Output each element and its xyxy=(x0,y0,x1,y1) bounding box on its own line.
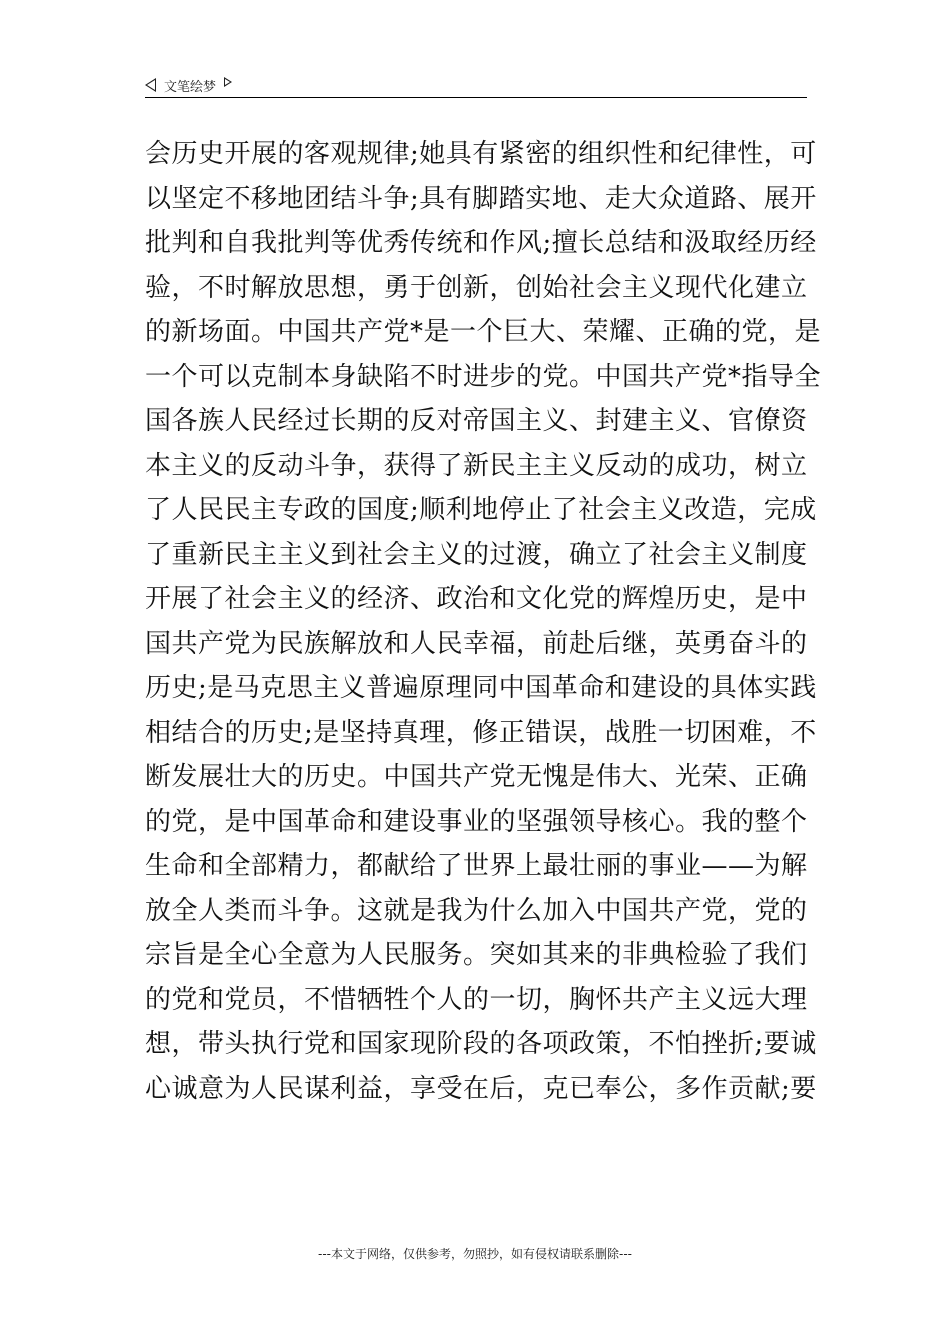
text-line xyxy=(145,978,807,1023)
text-line-content: 的党和党员，不惜牺牲个人的一切，胸怀共产主义远大理 xyxy=(145,984,808,1015)
text-line xyxy=(145,1067,817,1112)
text-line-content: 的党，是中国革命和建设事业的坚强领导核心。我的整个 xyxy=(145,806,808,837)
text-line xyxy=(145,844,807,889)
text-line xyxy=(145,755,807,800)
text-line xyxy=(145,577,807,622)
text-line-content: 国各族人民经过长期的反对帝国主义、封建主义、官僚资 xyxy=(145,406,808,436)
text-line xyxy=(145,399,807,444)
text-line xyxy=(145,488,817,533)
text-line-content: 会历史开展的客观规律;她具有紧密的组织性和纪律性，可 xyxy=(145,139,817,169)
text-line xyxy=(145,711,817,756)
text-line xyxy=(145,266,807,311)
text-line xyxy=(145,444,807,489)
text-line-content: 断发展壮大的历史。中国共产党无愧是伟大、光荣、正确 xyxy=(145,762,808,792)
header-divider xyxy=(145,97,807,98)
text-line xyxy=(145,622,807,667)
page-header xyxy=(145,72,807,98)
text-line xyxy=(145,933,807,978)
text-line xyxy=(145,132,817,177)
triangle-left-icon xyxy=(145,78,156,92)
text-line-content: 开展了社会主义的经济、政治和文化党的辉煌历史，是中 xyxy=(145,584,808,614)
text-line xyxy=(145,1022,817,1067)
text-line-content: 相结合的历史;是坚持真理，修正错误，战胜一切困难，不 xyxy=(145,717,817,748)
triangle-right-icon xyxy=(224,77,232,87)
text-line-content: 想，带头执行党和国家现阶段的各项政策，不怕挫折;要诚 xyxy=(145,1029,817,1059)
text-line-content: 以坚定不移地团结斗争;具有脚踏实地、走大众道路、展开 xyxy=(145,183,817,214)
text-line-content: 一个可以克制本身缺陷不时进步的党。中国共产党*指导全 xyxy=(145,361,822,392)
text-line xyxy=(145,889,807,934)
header-title: 文笔绘梦 xyxy=(164,79,217,95)
text-line-content: 本主义的反动斗争，获得了新民主主义反动的成功，树立 xyxy=(145,450,808,481)
text-line xyxy=(145,221,817,266)
text-line-content: 了重新民主主义到社会主义的过渡，确立了社会主义制度 xyxy=(145,539,808,570)
text-line-content: 批判和自我批判等优秀传统和作风;擅长总结和汲取经历经 xyxy=(145,228,817,258)
text-line-content: 国共产党为民族解放和人民幸福，前赴后继，英勇奋斗的 xyxy=(145,628,808,659)
document-body xyxy=(145,132,822,1111)
text-line-content: 了人民民主专政的国度;顺利地停止了社会主义改造，完成 xyxy=(145,495,817,525)
page-footer-disclaimer: ---本文于网络，仅供参考，勿照抄，如有侵权请联系删除--- xyxy=(318,1247,632,1261)
text-line-content: 验，不时解放思想，勇于创新，创始社会主义现代化建立 xyxy=(145,272,808,303)
text-line-content: 放全人类而斗争。这就是我为什么加入中国共产党，党的 xyxy=(145,895,808,926)
text-line-content: 生命和全部精力，都献给了世界上最壮丽的事业——为解 xyxy=(145,851,808,881)
text-line xyxy=(145,310,822,355)
text-line-content: 心诚意为人民谋利益，享受在后，克已奉公，多作贡献;要 xyxy=(145,1073,817,1104)
text-line xyxy=(145,355,822,400)
text-line-content: 宗旨是全心全意为人民服务。突如其来的非典检验了我们 xyxy=(145,940,808,970)
text-line-content: 的新场面。中国共产党*是一个巨大、荣耀、正确的党，是 xyxy=(145,317,822,347)
text-line xyxy=(145,177,817,222)
text-line-content: 历史;是马克思主义普遍原理同中国革命和建设的具体实践 xyxy=(145,673,817,703)
text-line xyxy=(145,666,817,711)
text-line xyxy=(145,533,807,578)
text-line xyxy=(145,800,807,845)
